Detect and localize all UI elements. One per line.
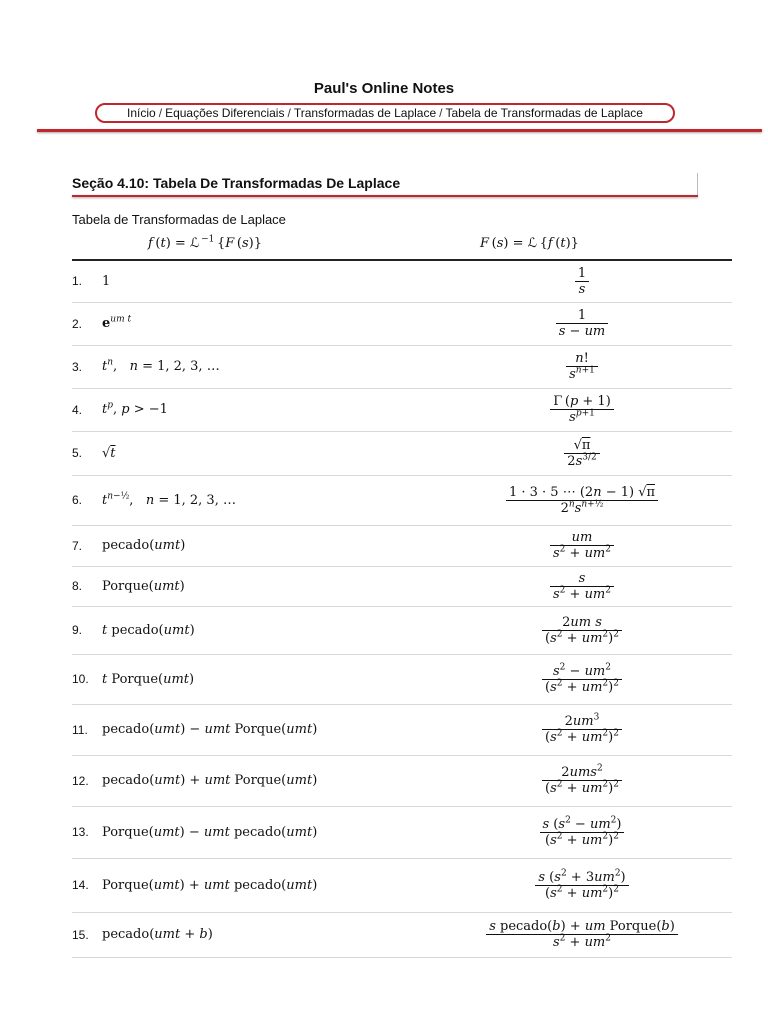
fraction: [566, 351, 598, 382]
denominator: s − um: [556, 323, 609, 339]
time-function: $t^n$, n = 1, 2, 3, …: [102, 345, 432, 388]
table-row: [72, 261, 732, 302]
section-title: Seção 4.10: Tabela De Transformadas De Laplace: [72, 175, 401, 191]
row-number: 3.: [72, 345, 102, 388]
denominator: s: [575, 281, 589, 297]
laplace-transform: [432, 525, 732, 566]
row-number: 10.: [72, 654, 102, 704]
table-header-ft: f (t) = ℒ $^{-1}$ {F (s)}: [148, 234, 262, 251]
table-row: [72, 858, 732, 912]
numerator: um: [571, 530, 593, 545]
row-number: 5.: [72, 431, 102, 475]
fraction: [575, 266, 589, 297]
time-function: 1: [102, 261, 432, 302]
table-row: [72, 345, 732, 388]
numerator: $s^2 - um^2$: [552, 662, 611, 679]
numerator: 2ums$^2$: [561, 763, 603, 780]
numerator: 2um s: [562, 614, 602, 630]
denominator: $2^ns^{n+\frac{1}{2}}$: [506, 500, 658, 516]
laplace-transform: [432, 806, 732, 858]
fraction: [542, 714, 622, 745]
fraction: [535, 870, 628, 901]
fraction: [540, 817, 625, 848]
row-number: 8.: [72, 566, 102, 606]
table-row: [72, 388, 732, 431]
time-function: pecado(umt): [102, 525, 432, 566]
section-divider: [72, 195, 698, 197]
time-function: √t: [102, 431, 432, 475]
breadcrumb-separator: /: [287, 106, 291, 120]
fraction: [556, 308, 609, 339]
row-number: 11.: [72, 704, 102, 755]
table-row: [72, 806, 732, 858]
fraction: [542, 615, 622, 646]
denominator: $s^2 + um^2$: [486, 934, 678, 950]
denominator: $s^{n+1}$: [566, 366, 598, 382]
time-function: t pecado(umt): [102, 606, 432, 654]
table-row: [72, 475, 732, 525]
row-number: 1.: [72, 261, 102, 302]
row-number: 15.: [72, 912, 102, 957]
laplace-transform: [432, 858, 732, 912]
table-row: [72, 431, 732, 475]
numerator: n!: [575, 351, 589, 366]
numerator: 1: [577, 308, 587, 323]
time-function: Porque(umt) − umt pecado(umt): [102, 806, 432, 858]
fraction: [542, 765, 622, 796]
fraction: [564, 438, 599, 469]
row-number: 14.: [72, 858, 102, 912]
table-row: [72, 912, 732, 957]
table-row: [72, 525, 732, 566]
laplace-transform: [432, 261, 732, 302]
breadcrumb-item-current: Tabela de Transformadas de Laplace: [445, 106, 643, 120]
breadcrumb-item-differential-equations[interactable]: Equações Diferenciais: [165, 106, 285, 120]
laplace-transform: [432, 431, 732, 475]
time-function: pecado(umt) − umt Porque(umt): [102, 704, 432, 755]
time-function: $e^{um t}$: [102, 302, 432, 345]
time-function: Porque(umt) + umt pecado(umt): [102, 858, 432, 912]
row-number: 9.: [72, 606, 102, 654]
table-row: [72, 755, 732, 806]
time-function: Porque(umt): [102, 566, 432, 606]
denominator: $(s^2 + um^2)^2$: [540, 832, 625, 848]
row-number: 7.: [72, 525, 102, 566]
fraction: [506, 485, 658, 516]
denominator: $(s^2 + um^2)^2$: [542, 630, 622, 646]
fraction: [486, 919, 678, 950]
laplace-transform: [432, 912, 732, 957]
numerator: √π: [573, 437, 591, 453]
denominator: $2s^{3/2}$: [564, 453, 599, 469]
time-function: $t^{n-\frac{1}{2}}$, n = 1, 2, 3, …: [102, 475, 432, 525]
breadcrumb-item-home[interactable]: Início: [127, 106, 156, 120]
table-row: [72, 704, 732, 755]
fraction: [550, 394, 614, 425]
denominator: $s^2 + um^2$: [550, 545, 614, 561]
time-function: pecado(umt + b): [102, 912, 432, 957]
table-row: [72, 302, 732, 345]
laplace-transform: [432, 302, 732, 345]
row-number: 6.: [72, 475, 102, 525]
numerator: s $(s^2 - um^2)$: [542, 815, 622, 832]
laplace-transform: [432, 345, 732, 388]
table-row: [72, 566, 732, 606]
numerator: 1 · 3 · 5 ⋯ (2n − 1) √π: [508, 484, 656, 500]
table-header-Fs: F (s) = ℒ {f (t)}: [480, 236, 579, 251]
laplace-transform: [432, 654, 732, 704]
time-function: t Porque(umt): [102, 654, 432, 704]
header-divider: [37, 129, 762, 132]
fraction: [550, 530, 614, 561]
laplace-transform: [432, 755, 732, 806]
laplace-transform: [432, 388, 732, 431]
section-tick: [697, 173, 698, 195]
table-row: [72, 606, 732, 654]
denominator: $(s^2 + um^2)^2$: [542, 679, 622, 695]
row-number: 13.: [72, 806, 102, 858]
laplace-table: [72, 261, 732, 958]
laplace-transform: [432, 704, 732, 755]
numerator: $2um^3$: [564, 712, 600, 729]
laplace-transform: [432, 475, 732, 525]
denominator: $s^2 + um^2$: [550, 586, 614, 602]
breadcrumb: [95, 103, 675, 123]
fraction: [542, 664, 622, 695]
row-number: 12.: [72, 755, 102, 806]
denominator: $(s^2 + um^2)^2$: [542, 780, 622, 796]
breadcrumb-separator: /: [439, 106, 443, 120]
laplace-transform: [432, 606, 732, 654]
row-number: 4.: [72, 388, 102, 431]
denominator: $(s^2 + um^2)^2$: [542, 729, 622, 745]
breadcrumb-item-laplace-transforms[interactable]: Transformadas de Laplace: [293, 106, 437, 120]
breadcrumb-separator: /: [158, 106, 163, 120]
time-function: pecado(umt) + umt Porque(umt): [102, 755, 432, 806]
denominator: $s^{p+1}$: [550, 409, 614, 425]
numerator: s: [578, 570, 586, 586]
time-function: $t^p$, p > −1: [102, 388, 432, 431]
laplace-transform: [432, 566, 732, 606]
row-number: 2.: [72, 302, 102, 345]
numerator: s $(s^2 + 3um^2)$: [538, 868, 626, 885]
numerator: s pecado(b) + um Porque(b): [489, 919, 675, 934]
fraction: [550, 571, 614, 602]
table-row: [72, 654, 732, 704]
site-title: Paul's Online Notes: [313, 80, 455, 97]
denominator: $(s^2 + um^2)^2$: [535, 885, 628, 901]
numerator: 1: [577, 265, 587, 281]
table-caption: Tabela de Transformadas de Laplace: [72, 212, 286, 227]
numerator: Γ (p + 1): [553, 394, 611, 409]
